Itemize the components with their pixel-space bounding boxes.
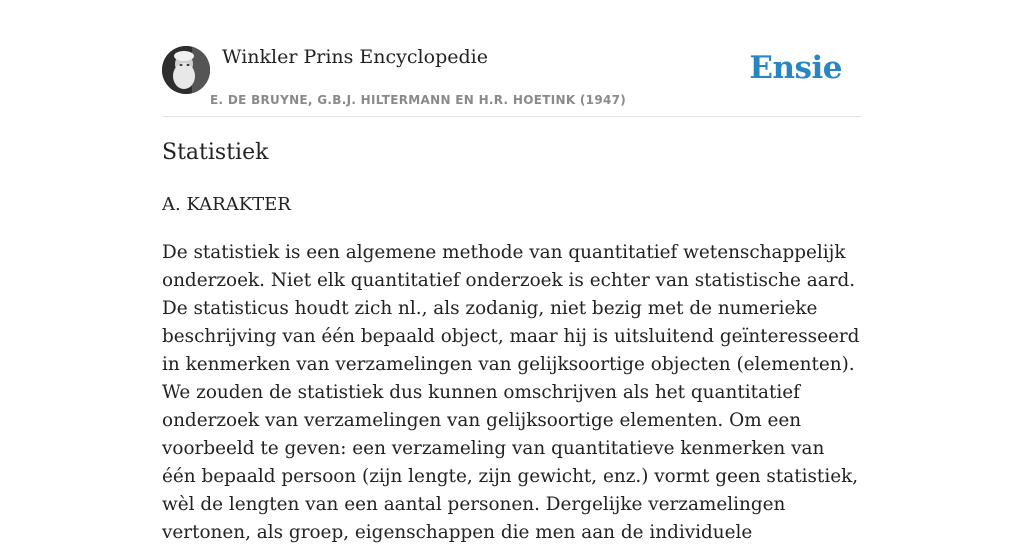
ensie-logo-link[interactable]: Ensie (749, 50, 842, 86)
author-avatar (162, 46, 210, 94)
article-body: De statistiek is een algemene methode van quantitatief wetenschappelijk onderzoek. Niet elk quantitatief onderzoek is echter van statistische aard. De statisticus houdt zich nl., als zodanig, niet bezig met de numerieke beschrijving van één bepaald object, maar hij is uitsluitend geïnteresseerd in kenmerken van verzamelingen van gelijksoortige objecten (elementen). We zouden de statistiek dus kunnen omschrijven als het quantitatief onderzoek van verzamelingen van gelijksoortige elementen. Om een voorbeeld te geven: een verzameling van quantitatieve kenmerken van één bepaald persoon (zijn lengte, zijn gewicht, enz.) vormt geen statistiek, wèl de lengten van een aantal personen. Dergelijke verzamelingen vertonen, als groep, eigenschappen die men aan de individuele (162, 242, 860, 543)
page (162, 0, 862, 543)
header (162, 0, 862, 117)
publication-authors: E. DE BRUYNE, G.B.J. HILTERMANN EN H.R. HOETINK (1947) (210, 93, 627, 107)
portrait-image (162, 46, 210, 94)
section-heading: A. KARAKTER (162, 194, 291, 215)
article-title: Statistiek (162, 140, 269, 165)
publication-title: Winkler Prins Encyclopedie (222, 46, 488, 68)
